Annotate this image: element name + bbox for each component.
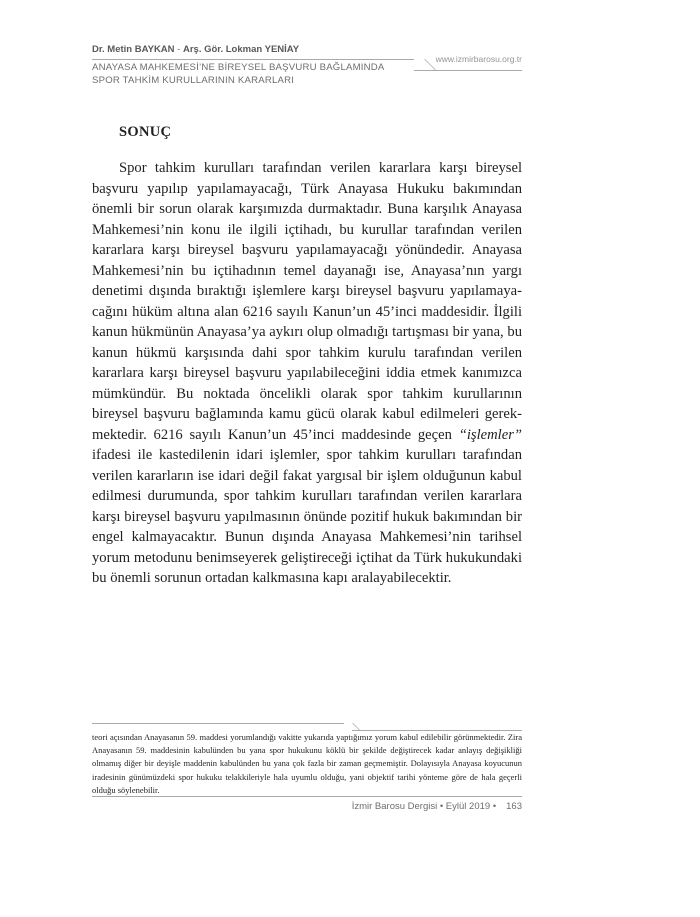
paragraph-text: Spor tahkim kurulları tarafından verilen kararlara karşı bireysel başvuru yapılıp yapılamayacağı, Türk Anayasa Hukuku bakımından önemli bir sorun olarak karşımızda durmaktadır. Buna karşılık Anayasa Mahkemesi’nin konu ile ilgili içtihadı, bu kurullar tarafından verilen kararlara karşı bireysel başvuru yapılamayacağı yönündedir. Anayasa Mahkemesi’nin bu içtihadının temel dayanağı ise, Anayasa’nın yargı denetimi dışında bıraktığı işlemlere karşı bireysel başvuru yapılamayacağını hüküm altına alan 6216 sayılı Kanun’un 45’inci maddesidir. İlgili kanun hükmünün Anayasa’ya aykırı olup olmadığı tartışması bir yana, bu kanun hükmü karşısında dahi spor tahkim kurulu tarafından verilen kararlara karşı bireysel başvuru yapılabileceğini iddia etmek kanımızca mümkündür. Bu noktada öncelikli olarak spor tahkim kurullarının bireysel başvuru bağlamında kamu gücü olarak kabul edilmeleri gerekmektedir. 6216 sayılı Kanun’un 45’inci maddesinde geçen [92, 160, 522, 443]
author-name: Dr. Metin BAYKAN [92, 44, 175, 55]
footer-rule [92, 796, 522, 797]
body-paragraph [92, 158, 522, 589]
running-title-line: SPOR TAHKİM KURULLARININ KARARLARI [92, 74, 295, 86]
running-title-line: ANAYASA MAHKEMESİ’NE BİREYSEL BAŞVURU BAĞLAMINDA [92, 62, 385, 73]
running-title [92, 62, 412, 87]
journal-info: İzmir Barosu Dergisi • Eylül 2019 • [351, 801, 497, 812]
paragraph-text: ifadesi ile kastedilenin idari işlemler, spor tahkim kurulları tarafından verilen kararların ise idari değil fakat yargısal bir işlem olduğunun kabul edilmesi durumunda, spor tahkim kurulları tarafından verilen kararlara karşı bireysel başvuru yapılmasının önünde pozitif hukuk bakımından bir engel kalmayacaktır. Bunun dışında Anayasa Mahkemesi’nin tarihsel yorum metodunu benimseyerek geliştireceği içtihat da Türk hukukundaki bu önemli sorunun ortadan kalkmasına kapı aralayabilecektir. [92, 447, 522, 586]
website-url: www.izmirbarosu.org.tr [435, 54, 522, 64]
italic-term: “işlemler” [458, 426, 522, 443]
header-authors [92, 44, 422, 55]
page-number: 163 [506, 801, 522, 812]
footnote-rule [92, 723, 344, 724]
footnote-text: teori açısından Anayasanın 59. maddesi yorumlandığı vakitte yukarıda yaptığımız yorum kabul edilebilir görünmektedir. Zira Anayasanın 59. maddesinin kabulünden bu yana spor hukukunu köklü bir şekilde değiştirecek kadar anlayış değişikliği olmamış diğer bir deyişle maddenin kabulünden bu yana çok fazla bir zaman geçmemiştir. Dolayısıyla Anayasa koyucunun iradesinin günümüzdeki spor hukuku telakkileriyle hala uyumlu olduğu, yani objektif tarihi yönteme göre de hala geçerli olduğu söylenebilir. [92, 732, 522, 795]
header-rule [414, 70, 522, 71]
author-separator: - [174, 44, 183, 55]
section-heading: SONUÇ [119, 124, 172, 140]
author-name: Arş. Gör. Lokman YENİAY [182, 44, 300, 55]
header-rule [92, 59, 414, 60]
page-footer [300, 801, 522, 812]
footnote-rule-joint [344, 723, 360, 730]
